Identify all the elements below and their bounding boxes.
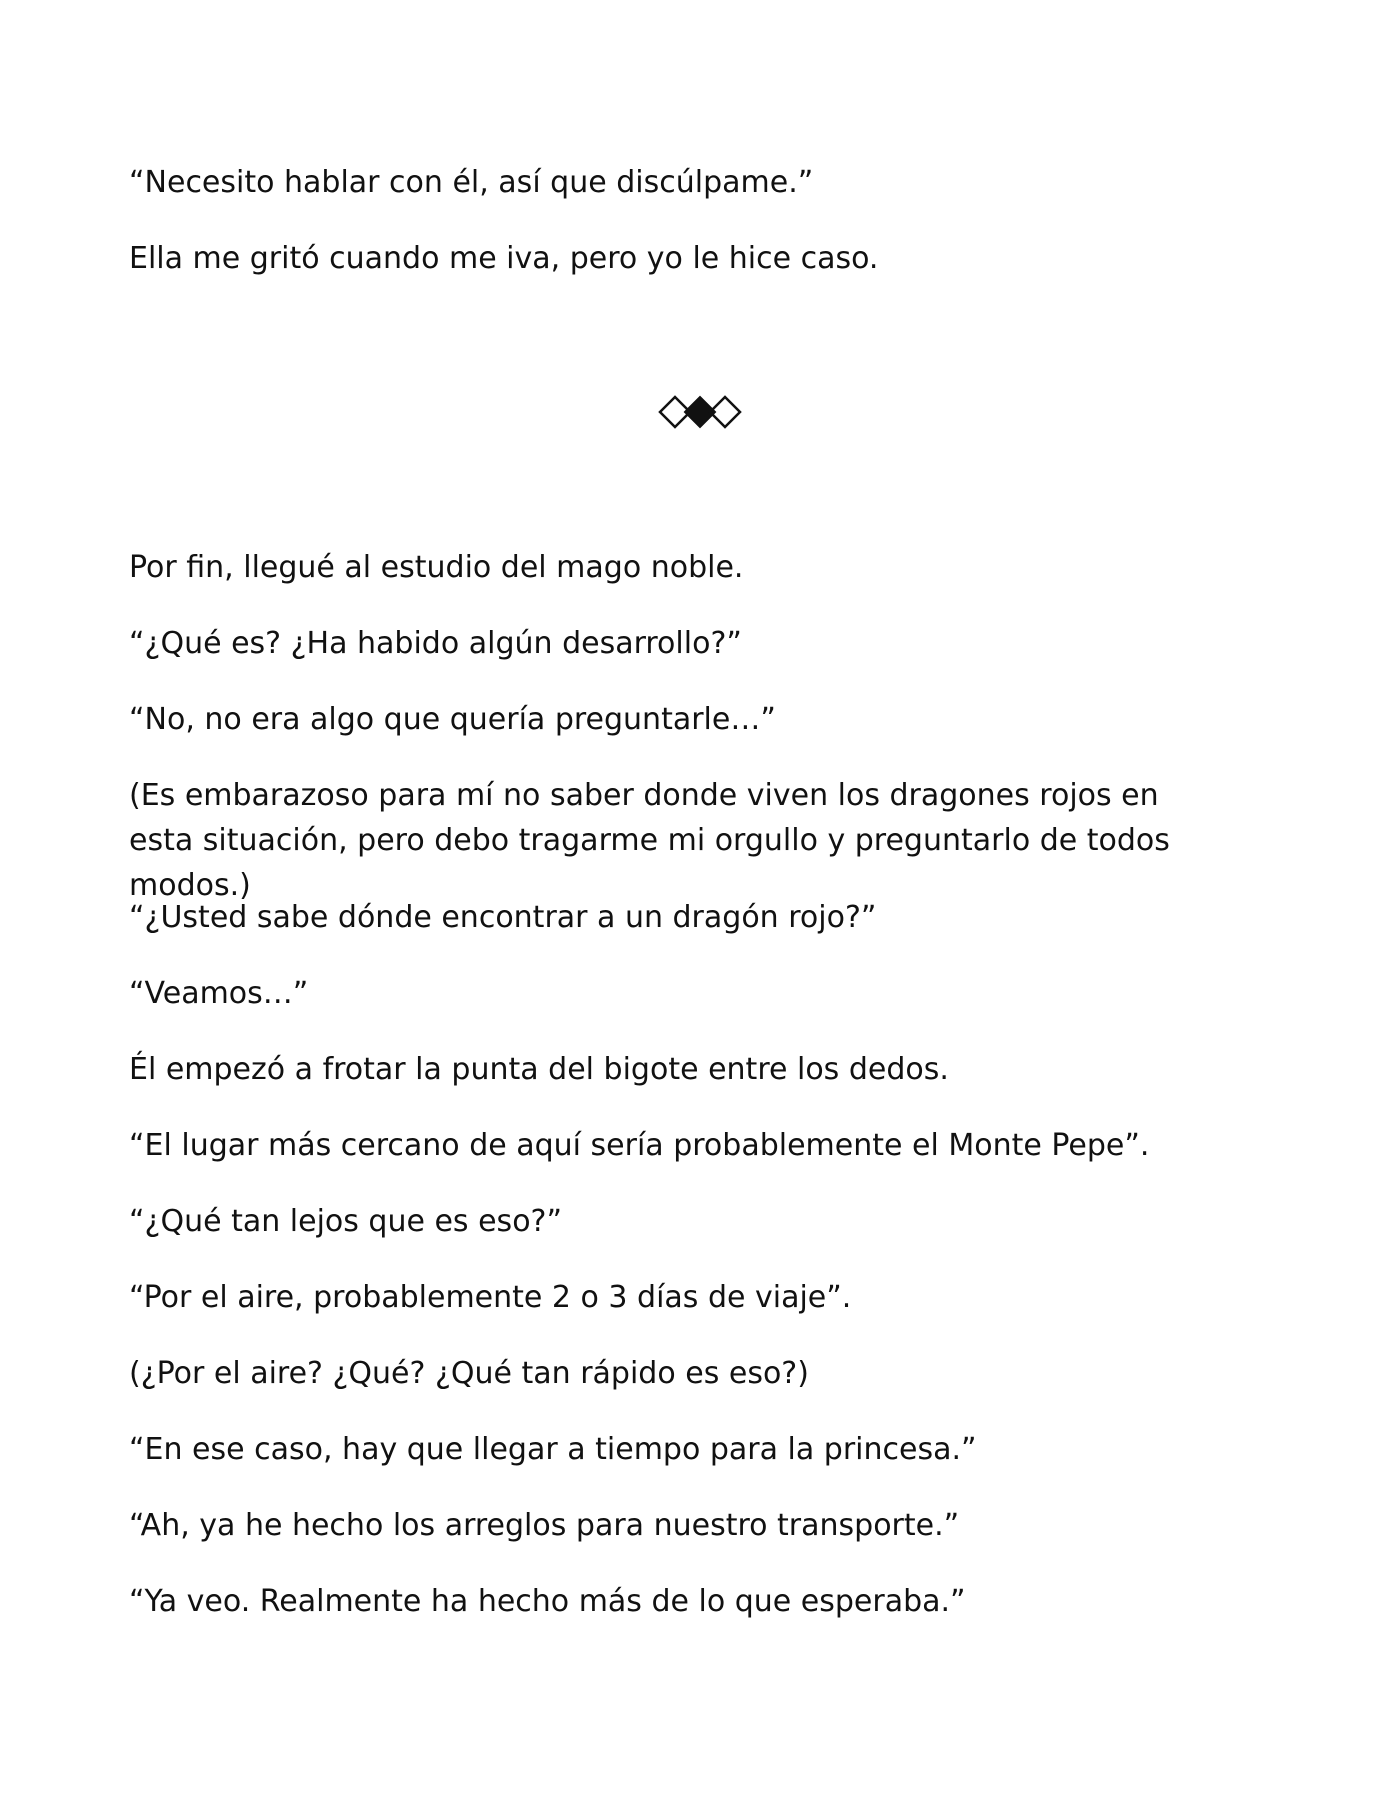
paragraph-6: (Es embarazoso para mí no saber donde viven los dragones rojos en esta situación, pero debo tragarme mi orgullo y preguntarlo de todos modos.) — [129, 778, 1170, 903]
section-separator — [0, 395, 1400, 435]
paragraph-8: “Veamos…” — [129, 976, 309, 1011]
paragraph-5: “No, no era algo que quería preguntarle…” — [129, 702, 776, 737]
paragraph-1: “Necesito hablar con él, así que discúlpame.” — [129, 165, 814, 200]
paragraph-3: Por fin, llegué al estudio del mago noble. — [129, 550, 744, 585]
diamond-ornament-icon — [658, 395, 742, 429]
paragraph-10: “El lugar más cercano de aquí sería probablemente el Monte Pepe”. — [129, 1128, 1150, 1163]
paragraph-7: “¿Usted sabe dónde encontrar a un dragón rojo?” — [129, 900, 877, 935]
paragraph-16: “Ya veo. Realmente ha hecho más de lo que esperaba.” — [129, 1584, 966, 1619]
paragraph-12: “Por el aire, probablemente 2 o 3 días de viaje”. — [129, 1280, 852, 1315]
paragraph-13: (¿Por el aire? ¿Qué? ¿Qué tan rápido es eso?) — [129, 1356, 809, 1391]
paragraph-11: “¿Qué tan lejos que es eso?” — [129, 1204, 563, 1239]
paragraph-9: Él empezó a frotar la punta del bigote entre los dedos. — [129, 1052, 949, 1087]
paragraph-4: “¿Qué es? ¿Ha habido algún desarrollo?” — [129, 626, 742, 661]
paragraph-2: Ella me gritó cuando me iva, pero yo le hice caso. — [129, 241, 879, 276]
paragraph-14: “En ese caso, hay que llegar a tiempo para la princesa.” — [129, 1432, 977, 1467]
paragraph-15: “Ah, ya he hecho los arreglos para nuestro transporte.” — [129, 1508, 960, 1543]
